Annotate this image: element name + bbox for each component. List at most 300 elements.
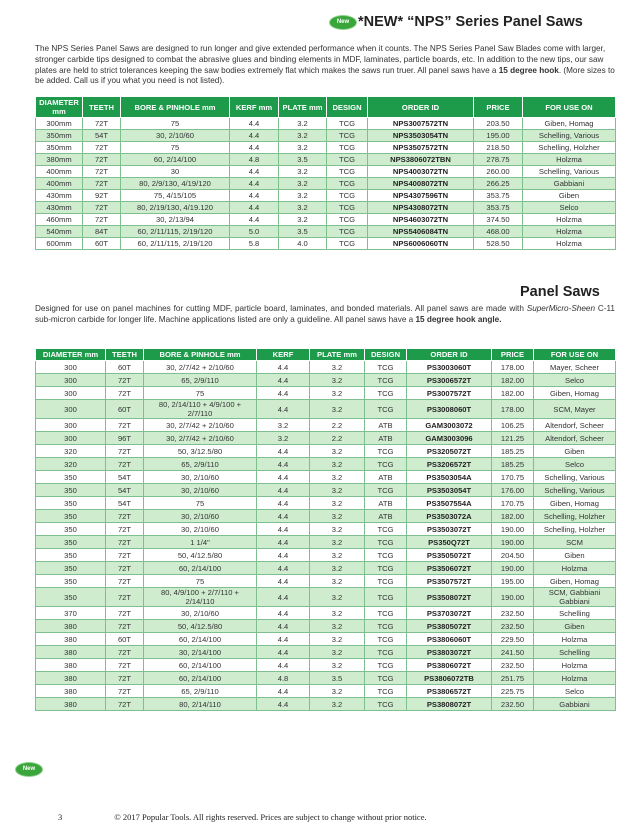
table-cell: 460mm	[36, 214, 83, 226]
footer	[58, 812, 427, 822]
table-cell: 4.4	[257, 510, 310, 523]
table-cell: 72T	[106, 562, 144, 575]
table-cell: 4.4	[230, 214, 279, 226]
table-cell: 60T	[106, 633, 144, 646]
table-cell: 4.4	[257, 549, 310, 562]
table-cell: 72T	[106, 698, 144, 711]
order-id-cell: PS3503054A	[407, 471, 492, 484]
table-cell: Schelling, Holzher	[523, 142, 616, 154]
table-cell: 30, 2/10/60	[144, 523, 257, 536]
table-cell: 3.2	[310, 458, 365, 471]
order-id-cell: PS3806060T	[407, 633, 492, 646]
table-cell: Holzma	[523, 214, 616, 226]
table-cell: 60T	[106, 361, 144, 374]
table-cell: TCG	[365, 646, 407, 659]
table-row	[36, 166, 616, 178]
table-cell: 4.4	[257, 497, 310, 510]
table-cell: TCG	[365, 445, 407, 458]
table-cell: 3.2	[279, 166, 327, 178]
table-cell: 380	[36, 620, 106, 633]
table-cell: 60, 2/11/115, 2/19/120	[121, 238, 230, 250]
column-header: KERF mm	[230, 97, 279, 118]
table-row	[36, 484, 616, 497]
table-cell: 251.75	[492, 672, 534, 685]
intro2-bold-text: 15 degree hook angle.	[415, 314, 502, 324]
table-cell: 170.75	[492, 497, 534, 510]
table-cell: 3.2	[310, 484, 365, 497]
table-cell: 5.0	[230, 226, 279, 238]
table-cell: 106.25	[492, 419, 534, 432]
table-cell: 75	[144, 387, 257, 400]
table-cell: TCG	[365, 672, 407, 685]
table-row	[36, 214, 616, 226]
table-cell: 528.50	[474, 238, 523, 250]
order-id-cell: PS3808072T	[407, 698, 492, 711]
table-cell: 4.0	[279, 238, 327, 250]
table-cell: 72T	[106, 445, 144, 458]
table-cell: 72T	[106, 607, 144, 620]
table-cell: 3.2	[310, 698, 365, 711]
table-cell: 75	[121, 142, 230, 154]
table-row	[36, 400, 616, 419]
table-cell: 72T	[83, 166, 121, 178]
table-row	[36, 226, 616, 238]
table-cell: 30, 2/7/42 + 2/10/60	[144, 361, 257, 374]
table-cell: 3.2	[257, 419, 310, 432]
table-cell: 400mm	[36, 166, 83, 178]
table-cell: 3.2	[279, 130, 327, 142]
table-cell: 80, 4/9/100 + 2/7/110 + 2/14/110	[144, 588, 257, 607]
new-badge: New	[16, 763, 42, 776]
table-cell: 540mm	[36, 226, 83, 238]
table-cell: 60, 2/11/115, 2/19/120	[121, 226, 230, 238]
table-cell: 350	[36, 562, 106, 575]
table-cell: 65, 2/9/110	[144, 374, 257, 387]
table-cell: 4.4	[257, 620, 310, 633]
table-cell: 1 1/4"	[144, 536, 257, 549]
table-row	[36, 698, 616, 711]
order-id-cell: PS3006572T	[407, 374, 492, 387]
table-cell: 30, 2/7/42 + 2/10/60	[144, 419, 257, 432]
table-cell: 60, 2/14/100	[144, 659, 257, 672]
table-cell: 30, 2/10/60	[144, 484, 257, 497]
table-cell: TCG	[365, 685, 407, 698]
table-cell: 600mm	[36, 238, 83, 250]
table-cell: TCG	[365, 659, 407, 672]
table-cell: 380	[36, 659, 106, 672]
order-id-cell: PS3805072T	[407, 620, 492, 633]
order-id-cell: NPS4308072TN	[368, 202, 474, 214]
table-cell: 65, 2/9/110	[144, 458, 257, 471]
new-badge: New	[330, 16, 356, 29]
table-cell: 30, 2/14/100	[144, 646, 257, 659]
table-cell: 3.2	[257, 432, 310, 445]
table-cell: 3.2	[310, 361, 365, 374]
table-cell: 65, 2/9/110	[144, 685, 257, 698]
table-cell: Giben	[534, 549, 616, 562]
table-cell: 4.4	[257, 445, 310, 458]
table-cell: TCG	[327, 202, 368, 214]
table-cell: TCG	[327, 178, 368, 190]
table-cell: 4.4	[230, 190, 279, 202]
table-cell: 30, 2/13/94	[121, 214, 230, 226]
table-cell: 5.8	[230, 238, 279, 250]
table-cell: Giben	[534, 445, 616, 458]
table-cell: 195.00	[474, 130, 523, 142]
intro2-italic-text: SuperMicro-Sheen	[526, 304, 595, 313]
table-cell: Schelling, Holzher	[534, 510, 616, 523]
table-cell: 300	[36, 432, 106, 445]
table-row	[36, 549, 616, 562]
column-header: DIAMETER mm	[36, 349, 106, 361]
table-cell: 170.75	[492, 471, 534, 484]
table-cell: 3.2	[310, 620, 365, 633]
table-cell: 4.4	[257, 536, 310, 549]
table-cell: 3.2	[279, 202, 327, 214]
table-row	[36, 458, 616, 471]
table-row	[36, 130, 616, 142]
table-cell: 50, 4/12.5/80	[144, 549, 257, 562]
table-cell: 3.2	[310, 549, 365, 562]
table-cell: ATB	[365, 497, 407, 510]
table-cell: 3.2	[279, 178, 327, 190]
table-cell: 4.4	[257, 523, 310, 536]
table-cell: ATB	[365, 432, 407, 445]
table-cell: 4.4	[230, 130, 279, 142]
table-cell: 3.2	[310, 536, 365, 549]
order-id-cell: NPS4008072TN	[368, 178, 474, 190]
table-cell: TCG	[365, 562, 407, 575]
table-cell: 80, 2/9/130, 4/19/120	[121, 178, 230, 190]
table-cell: ATB	[365, 471, 407, 484]
table-cell: 350	[36, 523, 106, 536]
column-header: BORE & PINHOLE mm	[144, 349, 257, 361]
table-cell: 195.00	[492, 575, 534, 588]
table-cell: TCG	[327, 190, 368, 202]
table-cell: TCG	[365, 400, 407, 419]
table-row	[36, 471, 616, 484]
table-cell: Selco	[534, 458, 616, 471]
table-cell: 72T	[106, 588, 144, 607]
order-id-cell: NPS3806072TBN	[368, 154, 474, 166]
table-row	[36, 497, 616, 510]
table-cell: 4.4	[257, 646, 310, 659]
table-cell: TCG	[327, 130, 368, 142]
table-cell: 300	[36, 374, 106, 387]
table-cell: TCG	[327, 154, 368, 166]
order-id-cell: PS3007572T	[407, 387, 492, 400]
table-cell: 350	[36, 510, 106, 523]
table-cell: SCM	[534, 536, 616, 549]
table-cell: ATB	[365, 419, 407, 432]
table-cell: 72T	[106, 575, 144, 588]
table-row	[36, 575, 616, 588]
table-row	[36, 387, 616, 400]
table-cell: Mayer, Scheer	[534, 361, 616, 374]
table-cell: 266.25	[474, 178, 523, 190]
table-row	[36, 510, 616, 523]
table-cell: TCG	[365, 523, 407, 536]
column-header: TEETH	[83, 97, 121, 118]
table-cell: 3.2	[310, 588, 365, 607]
table-cell: TCG	[365, 588, 407, 607]
table-cell: 300	[36, 361, 106, 374]
order-id-cell: PS3503072A	[407, 510, 492, 523]
table-cell: TCG	[365, 387, 407, 400]
table-cell: 4.4	[257, 659, 310, 672]
order-id-cell: PS3503054T	[407, 484, 492, 497]
order-id-cell: NPS4603072TN	[368, 214, 474, 226]
table-cell: Holzma	[534, 562, 616, 575]
table-cell: 185.25	[492, 445, 534, 458]
order-id-cell: PS3507572T	[407, 575, 492, 588]
order-id-cell: PS3003060T	[407, 361, 492, 374]
intro-text: The NPS Series Panel Saws are designed to run longer and give extended performance when it counts. The NPS Series Panel Saw Blades come with larger, stronger carbide tips designed to combat the abrasive glues and binding elements in MDF, laminates, particle boards, etc. In addition to the new tips, our saw plates are held to strict tolerances keeping the saw bodies extremely flat which makes the saws run truer. All panel saws have a	[35, 44, 606, 75]
table-cell: 400mm	[36, 178, 83, 190]
table-cell: 218.50	[474, 142, 523, 154]
table-cell: 4.8	[230, 154, 279, 166]
order-id-cell: NPS3507572TN	[368, 142, 474, 154]
table-cell: 190.00	[492, 562, 534, 575]
table-cell: 380	[36, 698, 106, 711]
table-row	[36, 202, 616, 214]
table-row	[36, 562, 616, 575]
table-row	[36, 685, 616, 698]
table-cell: 4.4	[230, 142, 279, 154]
table-cell: 75	[144, 575, 257, 588]
table-cell: Selco	[534, 374, 616, 387]
table-cell: 72T	[106, 387, 144, 400]
table-cell: 80, 2/14/110	[144, 698, 257, 711]
table-cell: 468.00	[474, 226, 523, 238]
table-cell: 92T	[83, 190, 121, 202]
table-cell: 350	[36, 484, 106, 497]
table-row	[36, 588, 616, 607]
table-cell: 50, 3/12.5/80	[144, 445, 257, 458]
table-cell: TCG	[365, 361, 407, 374]
table-cell: 50, 4/12.5/80	[144, 620, 257, 633]
table-row	[36, 374, 616, 387]
table-row	[36, 142, 616, 154]
table-cell: 30, 2/10/60	[121, 130, 230, 142]
order-id-cell: GAM3003096	[407, 432, 492, 445]
table-row	[36, 536, 616, 549]
table-cell: Gabbiani	[534, 698, 616, 711]
table-cell: 353.75	[474, 202, 523, 214]
table-cell: 2.2	[310, 432, 365, 445]
table-cell: 3.2	[279, 190, 327, 202]
table-cell: 178.00	[492, 361, 534, 374]
table-cell: 3.2	[310, 646, 365, 659]
order-id-cell: NPS3503054TN	[368, 130, 474, 142]
table-cell: 380	[36, 633, 106, 646]
table-cell: SCM, Mayer	[534, 400, 616, 419]
table-cell: Holzma	[534, 672, 616, 685]
table-cell: 80, 2/14/110 + 4/9/100 + 2/7/110	[144, 400, 257, 419]
table-cell: Holzma	[523, 154, 616, 166]
table-cell: 72T	[106, 549, 144, 562]
table-row	[36, 620, 616, 633]
table-cell: 72T	[106, 510, 144, 523]
intro2-text-mid: C-11 sub-micron carbide for longer life. Machine applications listed are only a guideline. All panel saws have a	[35, 304, 615, 324]
column-header: FOR USE ON	[534, 349, 616, 361]
table-cell: Giben, Homag	[534, 387, 616, 400]
table-cell: 96T	[106, 432, 144, 445]
column-header: ORDER ID	[407, 349, 492, 361]
table-cell: 121.25	[492, 432, 534, 445]
table-cell: 380	[36, 672, 106, 685]
ps-table-body	[36, 361, 616, 711]
table-cell: Giben	[534, 620, 616, 633]
table-cell: 278.75	[474, 154, 523, 166]
nps-price-table	[35, 96, 616, 250]
table-cell: TCG	[365, 633, 407, 646]
table-cell: 320	[36, 445, 106, 458]
table-cell: 72T	[106, 523, 144, 536]
table-cell: Schelling	[534, 646, 616, 659]
table-cell: 3.2	[279, 118, 327, 130]
table-cell: 350	[36, 549, 106, 562]
table-cell: 430mm	[36, 190, 83, 202]
order-id-cell: PS3803072T	[407, 646, 492, 659]
table-cell: 350	[36, 588, 106, 607]
table-cell: 2.2	[310, 419, 365, 432]
table-cell: TCG	[327, 226, 368, 238]
table-cell: Giben, Homag	[534, 575, 616, 588]
table-cell: 430mm	[36, 202, 83, 214]
table-cell: 4.4	[257, 400, 310, 419]
table-cell: 380	[36, 685, 106, 698]
table-cell: 3.2	[310, 607, 365, 620]
table-cell: 72T	[106, 536, 144, 549]
table-cell: 72T	[106, 374, 144, 387]
table-cell: 178.00	[492, 400, 534, 419]
table-cell: 203.50	[474, 118, 523, 130]
table-cell: 4.4	[257, 698, 310, 711]
table-cell: 3.2	[310, 659, 365, 672]
table-cell: 4.4	[257, 471, 310, 484]
table-cell: Altendorf, Scheer	[534, 419, 616, 432]
table-cell: 54T	[106, 484, 144, 497]
table-cell: 350	[36, 536, 106, 549]
ps-header-row	[36, 349, 616, 361]
table-row	[36, 190, 616, 202]
table-cell: 350	[36, 471, 106, 484]
table-row	[36, 646, 616, 659]
table-cell: 4.4	[230, 166, 279, 178]
table-row	[36, 633, 616, 646]
order-id-cell: PS350Q72T	[407, 536, 492, 549]
table-cell: Holzma	[523, 226, 616, 238]
order-id-cell: NPS3007572TN	[368, 118, 474, 130]
table-cell: 232.50	[492, 659, 534, 672]
table-cell: 4.4	[257, 562, 310, 575]
table-cell: 300mm	[36, 118, 83, 130]
column-header: BORE & PINHOLE mm	[121, 97, 230, 118]
table-cell: TCG	[327, 142, 368, 154]
panel-saws-intro-paragraph	[35, 304, 615, 326]
column-header: ORDER ID	[368, 97, 474, 118]
table-cell: 75	[121, 118, 230, 130]
table-cell: TCG	[365, 698, 407, 711]
table-cell: 4.4	[230, 118, 279, 130]
column-header: PRICE	[474, 97, 523, 118]
table-cell: TCG	[327, 214, 368, 226]
order-id-cell: PS3507554A	[407, 497, 492, 510]
table-cell: 182.00	[492, 510, 534, 523]
order-id-cell: PS3806072T	[407, 659, 492, 672]
table-cell: 54T	[83, 130, 121, 142]
table-row	[36, 118, 616, 130]
table-cell: 60, 2/14/100	[144, 672, 257, 685]
page-number: 3	[58, 812, 63, 822]
intro2-text: Designed for use on panel machines for cutting MDF, particle board, laminates, and bonded materials. All panel saws are made with	[35, 304, 527, 313]
table-cell: TCG	[327, 118, 368, 130]
order-id-cell: PS3806072TB	[407, 672, 492, 685]
table-cell: 3.2	[279, 214, 327, 226]
order-id-cell: NPS6006060TN	[368, 238, 474, 250]
table-cell: 4.8	[257, 672, 310, 685]
table-cell: Schelling, Various	[534, 484, 616, 497]
order-id-cell: NPS4307596TN	[368, 190, 474, 202]
order-id-cell: NPS4003072TN	[368, 166, 474, 178]
table-cell: Schelling, Various	[534, 471, 616, 484]
table-cell: 300	[36, 400, 106, 419]
table-cell: Giben, Homag	[534, 497, 616, 510]
table-row	[36, 238, 616, 250]
table-cell: 30	[121, 166, 230, 178]
table-cell: 60, 2/14/100	[144, 562, 257, 575]
table-cell: 204.50	[492, 549, 534, 562]
table-cell: TCG	[365, 620, 407, 633]
table-cell: 182.00	[492, 374, 534, 387]
table-cell: TCG	[365, 607, 407, 620]
table-row	[36, 672, 616, 685]
table-cell: 232.50	[492, 698, 534, 711]
order-id-cell: GAM3003072	[407, 419, 492, 432]
table-cell: TCG	[327, 166, 368, 178]
table-cell: 30, 2/10/60	[144, 471, 257, 484]
nps-intro-paragraph	[35, 44, 615, 87]
table-cell: 30, 2/10/60	[144, 510, 257, 523]
table-cell: 72T	[106, 672, 144, 685]
section-title: Panel Saws	[520, 284, 600, 300]
table-cell: 4.4	[257, 588, 310, 607]
table-cell: 3.2	[310, 575, 365, 588]
table-cell: 72T	[83, 214, 121, 226]
table-cell: 4.4	[257, 607, 310, 620]
table-cell: 4.4	[257, 458, 310, 471]
table-cell: 75, 4/15/105	[121, 190, 230, 202]
table-cell: 60T	[83, 238, 121, 250]
table-cell: 350	[36, 497, 106, 510]
table-cell: 80, 2/19/130, 4/19.120	[121, 202, 230, 214]
table-cell: Selco	[523, 202, 616, 214]
table-cell: 3.2	[310, 685, 365, 698]
panel-saws-price-table	[35, 348, 616, 711]
table-cell: 30, 2/7/42 + 2/10/60	[144, 432, 257, 445]
table-cell: 4.4	[257, 633, 310, 646]
table-cell: 380	[36, 646, 106, 659]
table-cell: 72T	[106, 458, 144, 471]
table-cell: 3.5	[310, 672, 365, 685]
table-cell: 241.50	[492, 646, 534, 659]
table-cell: 72T	[83, 154, 121, 166]
table-cell: 3.5	[279, 226, 327, 238]
table-cell: 380mm	[36, 154, 83, 166]
table-cell: 350mm	[36, 142, 83, 154]
table-cell: 72T	[106, 620, 144, 633]
